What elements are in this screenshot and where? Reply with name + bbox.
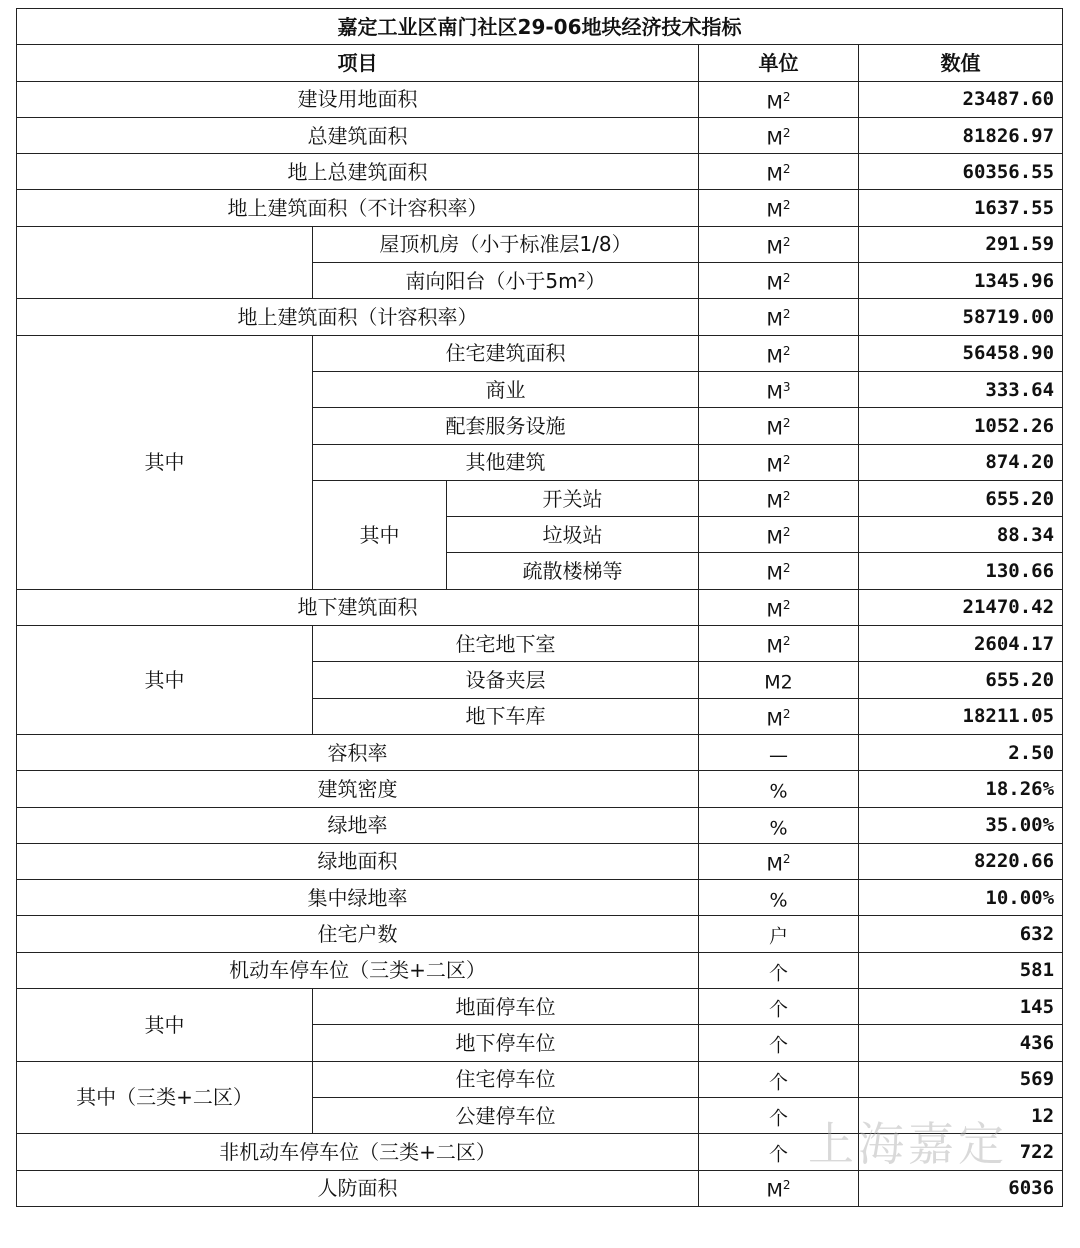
unit-sup: 2: [782, 452, 791, 467]
unit-base: 个: [768, 962, 788, 985]
unit-sup: 2: [782, 162, 791, 177]
table-row: [17, 299, 1063, 335]
unit-sup: 2: [782, 271, 791, 286]
row-unit: [699, 226, 859, 262]
indicator-table: [16, 8, 1063, 1207]
table-row: [17, 335, 1063, 371]
unit-base: M: [766, 562, 783, 585]
row-label: 地面停车位: [313, 989, 699, 1025]
unit-base: M2: [764, 671, 793, 694]
unit-base: M: [766, 381, 783, 404]
unit-base: —: [769, 744, 788, 767]
unit-base: 个: [768, 1034, 788, 1057]
row-label: 地上建筑面积（计容积率）: [17, 299, 699, 335]
table-title: 嘉定工业区南门社区29-06地块经济技术指标: [17, 9, 1063, 45]
row-unit: [699, 880, 859, 916]
row-unit: [699, 698, 859, 734]
header-value: 数值: [859, 45, 1063, 81]
row-label: 地上总建筑面积: [17, 154, 699, 190]
row-value: 581: [859, 952, 1063, 988]
row-label: 地下建筑面积: [17, 589, 699, 625]
unit-base: %: [769, 816, 788, 839]
unit-base: 个: [768, 1143, 788, 1166]
unit-sup: 3: [782, 379, 791, 394]
row-value: 21470.42: [859, 589, 1063, 625]
unit-base: M: [766, 635, 783, 658]
unit-base: M: [766, 490, 783, 513]
table-row: [17, 880, 1063, 916]
row-unit: [699, 81, 859, 117]
unit-sup: 2: [782, 1178, 791, 1193]
unit-sup: 2: [782, 525, 791, 540]
row-label: 地下车库: [313, 698, 699, 734]
table-row: [17, 807, 1063, 843]
row-value: 655.20: [859, 480, 1063, 516]
row-value: 10.00%: [859, 880, 1063, 916]
row-unit: [699, 1134, 859, 1170]
row-unit: [699, 299, 859, 335]
row-label: 集中绿地率: [17, 880, 699, 916]
row-value: 18211.05: [859, 698, 1063, 734]
unit-sup: 2: [782, 307, 791, 322]
table-row: [17, 626, 1063, 662]
row-value: 18.26%: [859, 771, 1063, 807]
row-value: 58719.00: [859, 299, 1063, 335]
unit-base: M: [766, 453, 783, 476]
unit-sup: 2: [782, 851, 791, 866]
row-value: 874.20: [859, 444, 1063, 480]
unit-base: M: [766, 526, 783, 549]
row-label: 绿地面积: [17, 843, 699, 879]
row-unit: [699, 807, 859, 843]
row-label: 机动车停车位（三类+二区）: [17, 952, 699, 988]
row-value: 632: [859, 916, 1063, 952]
row-unit: [699, 480, 859, 516]
row-value: 12: [859, 1097, 1063, 1133]
row-value: 8220.66: [859, 843, 1063, 879]
unit-base: 个: [768, 998, 788, 1021]
table-row: [17, 226, 1063, 262]
row-label: 商业: [313, 371, 699, 407]
unit-base: 个: [768, 1070, 788, 1093]
row-label: 人防面积: [17, 1170, 699, 1206]
row-unit: [699, 190, 859, 226]
table-row: [17, 81, 1063, 117]
group-label-qizhong-sanlei: 其中（三类+二区）: [17, 1061, 313, 1134]
unit-base: M: [766, 236, 783, 259]
row-value: 333.64: [859, 371, 1063, 407]
table-row: [17, 1061, 1063, 1097]
row-label: 住宅户数: [17, 916, 699, 952]
unit-base: M: [766, 199, 783, 222]
row-unit: [699, 952, 859, 988]
unit-base: 户: [768, 925, 788, 948]
group-label-qizhong: 其中: [17, 989, 313, 1062]
row-label: 屋顶机房（小于标准层1/8）: [313, 226, 699, 262]
group-label-qizhong: 其中: [17, 626, 313, 735]
row-label: 绿地率: [17, 807, 699, 843]
unit-base: M: [766, 1179, 783, 1202]
table-row: [17, 843, 1063, 879]
unit-base: 个: [768, 1107, 788, 1130]
row-value: 35.00%: [859, 807, 1063, 843]
row-unit: [699, 1025, 859, 1061]
group-label-qizhong: 其中: [17, 335, 313, 589]
row-value: 2604.17: [859, 626, 1063, 662]
row-unit: [699, 1097, 859, 1133]
row-value: 436: [859, 1025, 1063, 1061]
row-unit: [699, 1061, 859, 1097]
row-label: 设备夹层: [313, 662, 699, 698]
row-label: 住宅停车位: [313, 1061, 699, 1097]
row-label: 配套服务设施: [313, 408, 699, 444]
unit-sup: 2: [782, 488, 791, 503]
watermark: 上海嘉定: [808, 1117, 1008, 1171]
row-unit: [699, 517, 859, 553]
row-label: 非机动车停车位（三类+二区）: [17, 1134, 699, 1170]
row-label: 垃圾站: [447, 517, 699, 553]
row-label: 南向阳台（小于5m²）: [313, 263, 699, 299]
unit-sup: 2: [782, 597, 791, 612]
table-row: [17, 190, 1063, 226]
row-unit: [699, 154, 859, 190]
unit-base: M: [766, 163, 783, 186]
table-row: [17, 989, 1063, 1025]
row-unit: [699, 371, 859, 407]
row-unit: [699, 1170, 859, 1206]
indicator-document: [16, 8, 1062, 1207]
empty-group-cell: [17, 226, 313, 299]
table-row: [17, 589, 1063, 625]
unit-base: M: [766, 853, 783, 876]
row-value: 655.20: [859, 662, 1063, 698]
row-value: 23487.60: [859, 81, 1063, 117]
unit-sup: 2: [782, 343, 791, 358]
unit-base: M: [766, 127, 783, 150]
unit-sup: 2: [782, 706, 791, 721]
table-row: [17, 771, 1063, 807]
unit-sup: 2: [782, 125, 791, 140]
row-value: 569: [859, 1061, 1063, 1097]
row-unit: [699, 843, 859, 879]
row-unit: [699, 626, 859, 662]
table-row: [17, 1134, 1063, 1170]
row-unit: [699, 444, 859, 480]
row-unit: [699, 335, 859, 371]
unit-base: M: [766, 308, 783, 331]
unit-base: %: [769, 889, 788, 912]
row-unit: [699, 989, 859, 1025]
row-label: 总建筑面积: [17, 117, 699, 153]
unit-base: M: [766, 344, 783, 367]
header-row: [17, 45, 1063, 81]
unit-sup: 2: [782, 634, 791, 649]
row-value: 1052.26: [859, 408, 1063, 444]
row-label: 地下停车位: [313, 1025, 699, 1061]
row-label: 公建停车位: [313, 1097, 699, 1133]
unit-sup: 2: [782, 198, 791, 213]
table-row: [17, 916, 1063, 952]
row-label: 住宅建筑面积: [313, 335, 699, 371]
row-unit: [699, 553, 859, 589]
row-value: 6036: [859, 1170, 1063, 1206]
row-value: 145: [859, 989, 1063, 1025]
table-row: [17, 734, 1063, 770]
header-unit: 单位: [699, 45, 859, 81]
row-label: 地上建筑面积（不计容积率）: [17, 190, 699, 226]
row-label: 其他建筑: [313, 444, 699, 480]
row-value: 2.50: [859, 734, 1063, 770]
unit-base: %: [769, 780, 788, 803]
row-label: 建筑密度: [17, 771, 699, 807]
table-row: [17, 117, 1063, 153]
unit-sup: 2: [782, 234, 791, 249]
unit-base: M: [766, 707, 783, 730]
row-label: 建设用地面积: [17, 81, 699, 117]
row-label: 容积率: [17, 734, 699, 770]
row-value: 60356.55: [859, 154, 1063, 190]
subgroup-label-qizhong: 其中: [313, 480, 447, 589]
row-unit: [699, 771, 859, 807]
row-unit: [699, 734, 859, 770]
row-value: 81826.97: [859, 117, 1063, 153]
row-value: 1345.96: [859, 263, 1063, 299]
header-item: 项目: [17, 45, 699, 81]
row-value: 1637.55: [859, 190, 1063, 226]
unit-base: M: [766, 90, 783, 113]
table-row: [17, 1170, 1063, 1206]
row-unit: [699, 117, 859, 153]
row-label: 住宅地下室: [313, 626, 699, 662]
unit-base: M: [766, 599, 783, 622]
table-row: [17, 154, 1063, 190]
unit-sup: 2: [782, 416, 791, 431]
unit-sup: 2: [782, 89, 791, 104]
row-value: 291.59: [859, 226, 1063, 262]
row-value: 88.34: [859, 517, 1063, 553]
row-unit: [699, 263, 859, 299]
row-unit: [699, 589, 859, 625]
title-row: [17, 9, 1063, 45]
row-value: 722: [859, 1134, 1063, 1170]
row-value: 56458.90: [859, 335, 1063, 371]
row-unit: [699, 662, 859, 698]
row-unit: [699, 408, 859, 444]
table-row: [17, 952, 1063, 988]
row-label: 疏散楼梯等: [447, 553, 699, 589]
unit-base: M: [766, 272, 783, 295]
unit-base: M: [766, 417, 783, 440]
unit-sup: 2: [782, 561, 791, 576]
row-label: 开关站: [447, 480, 699, 516]
row-value: 130.66: [859, 553, 1063, 589]
row-unit: [699, 916, 859, 952]
